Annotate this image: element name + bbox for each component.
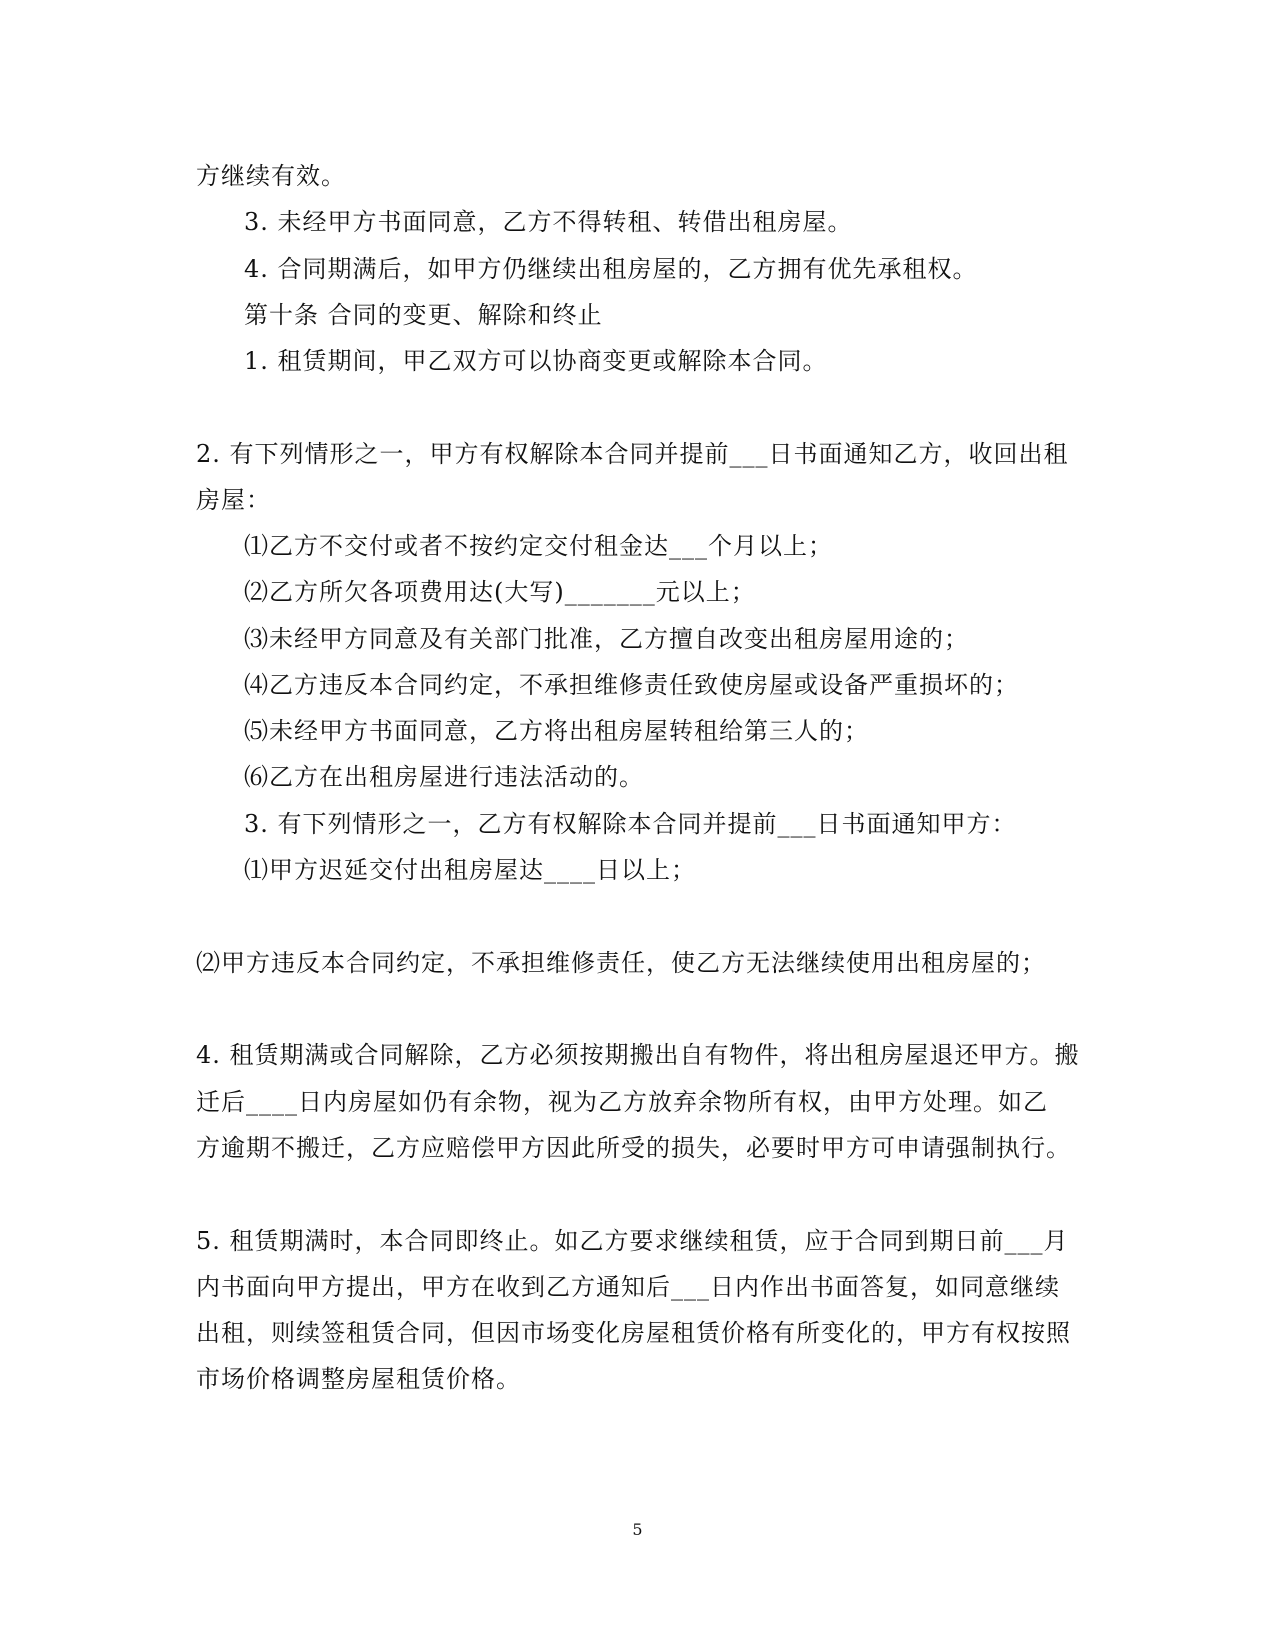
text-line: 3. 有下列情形之一，乙方有权解除本合同并提前___日书面通知甲方： <box>244 810 1017 838</box>
text-line: 迁后____日内房屋如仍有余物，视为乙方放弃余物所有权，由甲方处理。如乙 <box>196 1088 1048 1116</box>
text-line: ⑵乙方所欠各项费用达(大写)_______元以上； <box>244 578 756 606</box>
text-line: 5. 租赁期满时，本合同即终止。如乙方要求继续租赁，应于合同到期日前___月 <box>196 1227 1069 1255</box>
text-line: 3. 未经甲方书面同意，乙方不得转租、转借出租房屋。 <box>244 208 853 236</box>
section-heading: 第十条 合同的变更、解除和终止 <box>244 301 603 329</box>
text-line: 市场价格调整房屋租赁价格。 <box>196 1365 521 1393</box>
text-line: ⑴甲方迟延交付出租房屋达____日以上； <box>244 856 696 884</box>
text-line: 方继续有效。 <box>196 162 346 190</box>
text-line: 方逾期不搬迁，乙方应赔偿甲方因此所受的损失，必要时甲方可申请强制执行。 <box>196 1134 1071 1162</box>
text-line: 出租，则续签租赁合同，但因市场变化房屋租赁价格有所变化的，甲方有权按照 <box>196 1319 1071 1347</box>
text-line: 内书面向甲方提出，甲方在收到乙方通知后___日内作出书面答复，如同意继续 <box>196 1273 1060 1301</box>
text-line: ⑶未经甲方同意及有关部门批准，乙方擅自改变出租房屋用途的； <box>244 625 969 653</box>
text-line: ⑸未经甲方书面同意，乙方将出租房屋转租给第三人的； <box>244 717 869 745</box>
text-line: ⑹乙方在出租房屋进行违法活动的。 <box>244 763 644 791</box>
page-number: 5 <box>632 1520 643 1539</box>
text-line: ⑵甲方违反本合同约定，不承担维修责任，使乙方无法继续使用出租房屋的； <box>196 949 1046 977</box>
text-line: 4. 合同期满后，如甲方仍继续出租房屋的，乙方拥有优先承租权。 <box>244 255 978 283</box>
text-line: ⑷乙方违反本合同约定，不承担维修责任致使房屋或设备严重损坏的； <box>244 671 1019 699</box>
text-line: ⑴乙方不交付或者不按约定交付租金达___个月以上； <box>244 532 833 560</box>
text-line: 2. 有下列情形之一，甲方有权解除本合同并提前___日书面通知乙方，收回出租 <box>196 440 1069 468</box>
text-line: 1. 租赁期间，甲乙双方可以协商变更或解除本合同。 <box>244 347 828 375</box>
text-line: 4. 租赁期满或合同解除，乙方必须按期搬出自有物件，将出租房屋退还甲方。搬 <box>196 1041 1080 1069</box>
text-line: 房屋： <box>196 486 271 514</box>
